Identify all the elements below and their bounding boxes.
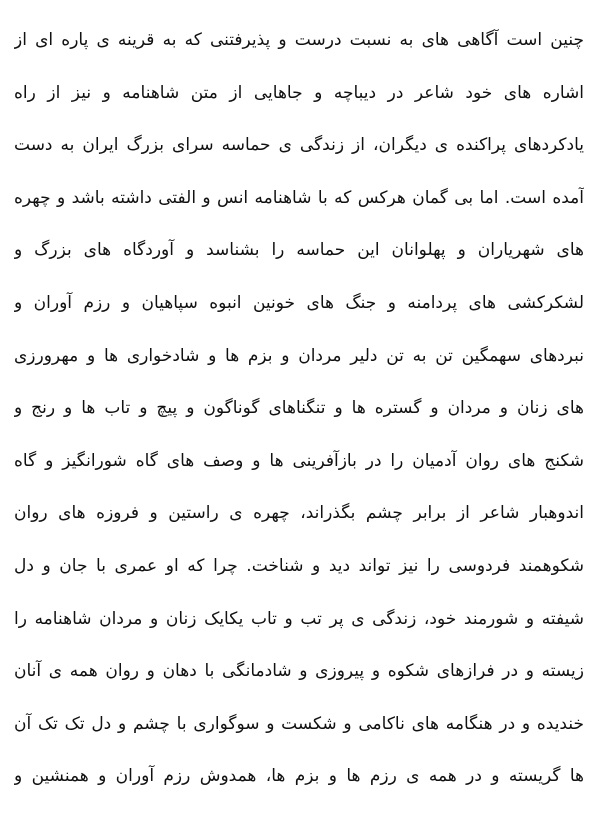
persian-text-body bbox=[14, 14, 584, 803]
text-line-13: زیسته و در فرازهای شکوه و پیروزی و شادمانگی با دهان و روان همه ی آنان bbox=[14, 661, 584, 682]
text-line-6: لشکرکشی های پردامنه و جنگ های خونین انبوه سپاهیان و رزم آوران و bbox=[14, 292, 584, 313]
text-line-11: شکوهمند فردوسی را نیز تواند دید و شناخت. چرا که او عمری با جان و دل bbox=[14, 555, 584, 576]
text-line-1: چنین است آگاهی های به نسبت درست و پذیرفتنی که به قرینه ی پاره ای از bbox=[14, 30, 584, 50]
text-line-2: اشاره های خود شاعر در دیباچه و جاهایی از متن شاهنامه و نیز از راه bbox=[14, 82, 584, 103]
text-line-14: خندیده و در هنگامه های ناکامی و شکست و سوگواری با چشم و دل تک تک آن bbox=[14, 713, 584, 734]
text-line-9: شکنج های روان آدمیان را در بازآفرینی ها و وصف های گاه شورانگیز و گاه bbox=[14, 450, 584, 471]
text-line-15: ها گریسته و در همه ی رزم ها و بزم ها، همدوش رزم آوران و همنشین و bbox=[14, 766, 584, 787]
text-line-7: نبردهای سهمگین تن به تن دلیر مردان و بزم ها و شادخواری ها و مهرورزی bbox=[14, 345, 584, 366]
text-line-5: های شهریاران و پهلوانان این حماسه را بشناسد و آوردگاه های بزرگ و bbox=[14, 240, 584, 261]
text-line-10: اندوهبار شاعر از برابر چشم بگذراند، چهره ی راستین و فروزه های روان bbox=[14, 503, 584, 524]
text-line-12: شیفته و شورمند خود، زندگی ی پر تب و تاب یکایک زنان و مردان شاهنامه را bbox=[14, 608, 584, 629]
text-line-8: های زنان و مردان و گستره ها و تنگناهای گوناگون و پیچ و تاب ها و رنج و bbox=[14, 398, 584, 419]
text-line-4: آمده است. اما بی گمان هرکس که با شاهنامه انس و الفتی داشته باشد و چهره bbox=[14, 187, 584, 208]
text-line-3: یادکردهای پراکنده ی دیگران، از زندگی ی حماسه سرای بزرگ ایران به دست bbox=[14, 135, 584, 156]
